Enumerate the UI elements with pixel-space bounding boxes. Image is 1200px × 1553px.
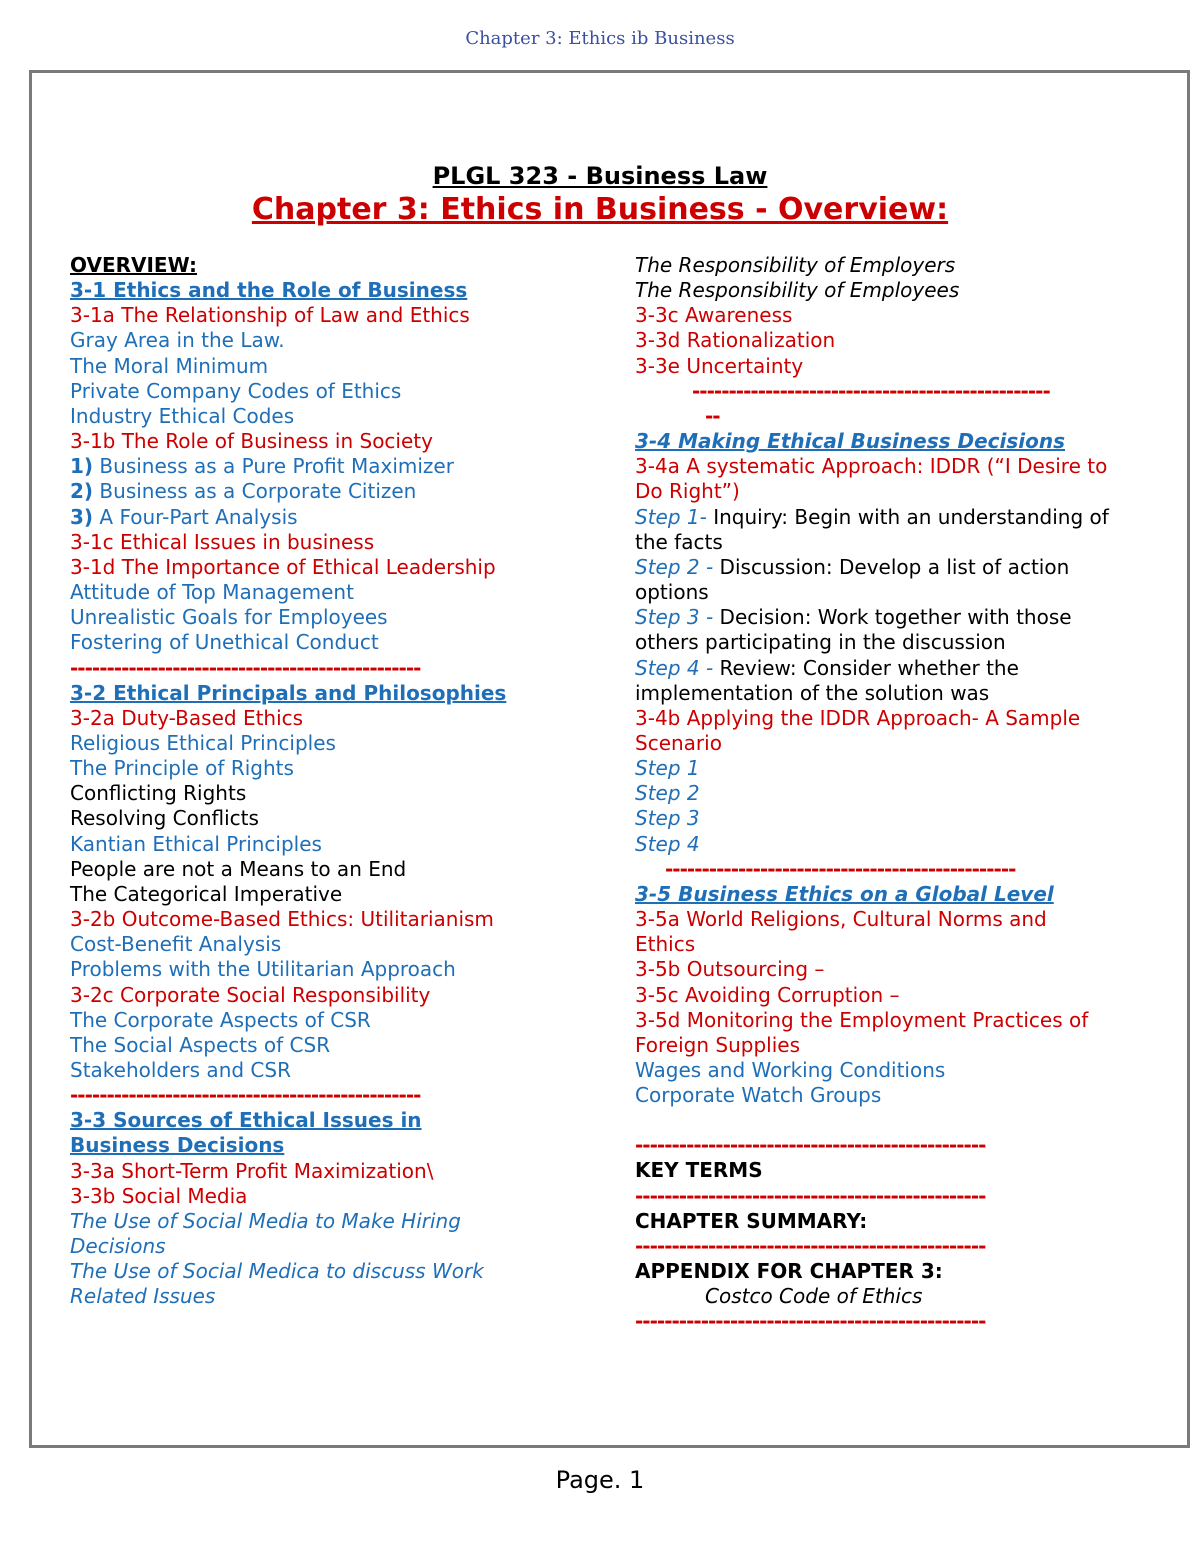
subsection-3-5d: 3-5d Monitoring the Employment Practices of Foreign Supplies — [635, 1007, 1089, 1057]
subsection-3-5b: 3-5b Outsourcing – — [635, 957, 825, 982]
subsection-3-5a: 3-5a World Religions, Cultural Norms and Ethics — [635, 907, 1047, 957]
list-number: 2) — [70, 479, 94, 504]
divider: ------------------------------------------------ — [70, 655, 421, 680]
page-number: Page. 1 — [555, 1466, 645, 1494]
step-label: Step 1- — [635, 504, 707, 529]
appendix-heading: APPENDIX FOR CHAPTER 3: — [635, 1259, 943, 1284]
topic-private-codes: Private Company Codes of Ethics — [70, 378, 402, 403]
step-label: Step 2 - — [635, 554, 714, 579]
topic-employees: The Responsibility of Employees — [635, 278, 960, 303]
divider: ------------------------------------------------ — [665, 856, 1016, 881]
list-number: 3) — [70, 504, 94, 529]
chapter-title: Chapter 3: Ethics in Business - Overview: — [251, 192, 949, 227]
topic-conflicting-rights: Conflicting Rights — [70, 781, 247, 806]
subsection-3-1a: 3-1a The Relationship of Law and Ethics — [70, 303, 470, 328]
divider-continued: -- — [705, 403, 720, 428]
divider: ------------------------------------------------ — [635, 1233, 986, 1258]
topic-social-aspects: The Social Aspects of CSR — [70, 1032, 331, 1057]
subsection-3-4b: 3-4b Applying the IDDR Approach- A Sample Scenario — [635, 705, 1081, 755]
topic-fostering: Fostering of Unethical Conduct — [70, 630, 379, 655]
section-3-2-heading: 3-2 Ethical Principals and Philosophies — [70, 680, 507, 705]
divider: ------------------------------------------------ — [635, 1183, 986, 1208]
list-item-3 — [70, 505, 570, 530]
subsection-3-1c: 3-1c Ethical Issues in business — [70, 529, 375, 554]
topic-corporate-aspects: The Corporate Aspects of CSR — [70, 1007, 371, 1032]
step-text: Decision: Work together with those others participating in the discussion — [635, 605, 1072, 655]
topic-employers: The Responsibility of Employers — [635, 253, 956, 277]
topic-hiring-decisions: The Use of Social Media to Make Hiring Decisions — [70, 1208, 461, 1259]
subsection-3-4a: 3-4a A systematic Approach: IDDR (“I Desire to Do Right”) — [635, 454, 1108, 504]
subsection-3-3e: 3-3e Uncertainty — [635, 353, 804, 378]
topic-unrealistic-goals: Unrealistic Goals for Employees — [70, 605, 388, 630]
topic-utilitarian-problems: Problems with the Utilitarian Approach — [70, 957, 456, 982]
step-text: Review: Consider whether the implementation of the solution was — [635, 655, 1019, 705]
topic-categorical-imperative: The Categorical Imperative — [70, 881, 343, 906]
topic-means-to-end: People are not a Means to an End — [70, 856, 407, 881]
step-4-item — [635, 656, 1075, 706]
title-block — [0, 160, 1200, 228]
subsection-3-3b: 3-3b Social Media — [70, 1183, 248, 1208]
chapter-summary-heading: CHAPTER SUMMARY: — [635, 1208, 868, 1233]
step-2-item — [635, 555, 1125, 605]
left-column — [70, 253, 570, 1310]
topic-moral-minimum: The Moral Minimum — [70, 353, 269, 378]
sample-step-2: Step 2 — [635, 781, 700, 806]
list-item-text: Business as a Corporate Citizen — [93, 479, 417, 504]
list-number: 1) — [70, 454, 94, 479]
appendix-item: Costco Code of Ethics — [705, 1284, 923, 1309]
list-item-text: Business as a Pure Profit Maximizer — [93, 454, 454, 479]
divider: ------------------------------------------------- — [692, 378, 1050, 403]
topic-religious: Religious Ethical Principles — [70, 730, 336, 755]
topic-stakeholders: Stakeholders and CSR — [70, 1058, 291, 1082]
step-3-item — [635, 605, 1125, 655]
section-3-1-heading: 3-1 Ethics and the Role of Business — [70, 278, 468, 303]
topic-cost-benefit: Cost-Benefit Analysis — [70, 932, 282, 957]
step-1-item — [635, 505, 1125, 555]
subsection-3-3d: 3-3d Rationalization — [635, 328, 836, 353]
topic-watch-groups: Corporate Watch Groups — [635, 1083, 882, 1108]
divider: ------------------------------------------------ — [70, 1083, 421, 1108]
step-text: Discussion: Develop a list of action options — [635, 554, 1070, 605]
topic-work-issues: The Use of Social Medica to discuss Work Related Issues — [70, 1259, 484, 1309]
step-label: Step 3 - — [635, 605, 714, 630]
topic-rights: The Principle of Rights — [70, 756, 294, 781]
divider: ------------------------------------------------ — [635, 1133, 986, 1158]
list-item-2 — [70, 479, 570, 504]
subsection-3-1b: 3-1b The Role of Business in Society — [70, 429, 433, 454]
course-title: PLGL 323 - Business Law — [432, 162, 768, 190]
subsection-3-2c: 3-2c Corporate Social Responsibility — [70, 982, 431, 1007]
topic-kantian: Kantian Ethical Principles — [70, 831, 322, 856]
sample-step-3: Step 3 — [635, 806, 700, 831]
running-header: Chapter 3: Ethics ib Business — [465, 28, 735, 49]
step-text: Inquiry: Begin with an understanding of the facts — [635, 504, 1109, 554]
list-item-text: A Four-Part Analysis — [93, 504, 298, 529]
topic-top-management: Attitude of Top Management — [70, 580, 354, 605]
spacer — [635, 1108, 1135, 1133]
topic-gray-area: Gray Area in the Law. — [70, 328, 285, 353]
step-label: Step 4 - — [635, 655, 714, 680]
section-3-5-heading: 3-5 Business Ethics on a Global Level — [635, 881, 1054, 906]
section-3-3-heading: 3-3 Sources of Ethical Issues in Business Decisions — [70, 1108, 422, 1158]
overview-label: OVERVIEW: — [70, 253, 198, 277]
section-3-4-heading: 3-4 Making Ethical Business Decisions — [635, 429, 1065, 454]
right-column — [635, 253, 1135, 1335]
subsection-3-1d: 3-1d The Importance of Ethical Leadership — [70, 554, 496, 579]
sample-step-1: Step 1 — [635, 756, 700, 781]
key-terms-heading: KEY TERMS — [635, 1158, 763, 1183]
subsection-3-5c: 3-5c Avoiding Corruption – — [635, 982, 900, 1007]
subsection-3-2b: 3-2b Outcome-Based Ethics: Utilitarianism — [70, 907, 494, 932]
subsection-3-3a: 3-3a Short-Term Profit Maximization\ — [70, 1158, 434, 1183]
topic-resolving-conflicts: Resolving Conflicts — [70, 806, 259, 831]
subsection-3-3c: 3-3c Awareness — [635, 303, 793, 328]
divider: ------------------------------------------------ — [635, 1309, 986, 1334]
subsection-3-2a: 3-2a Duty-Based Ethics — [70, 705, 304, 730]
topic-industry-codes: Industry Ethical Codes — [70, 403, 295, 428]
sample-step-4: Step 4 — [635, 831, 700, 856]
topic-wages: Wages and Working Conditions — [635, 1058, 946, 1082]
list-item-1 — [70, 454, 570, 479]
